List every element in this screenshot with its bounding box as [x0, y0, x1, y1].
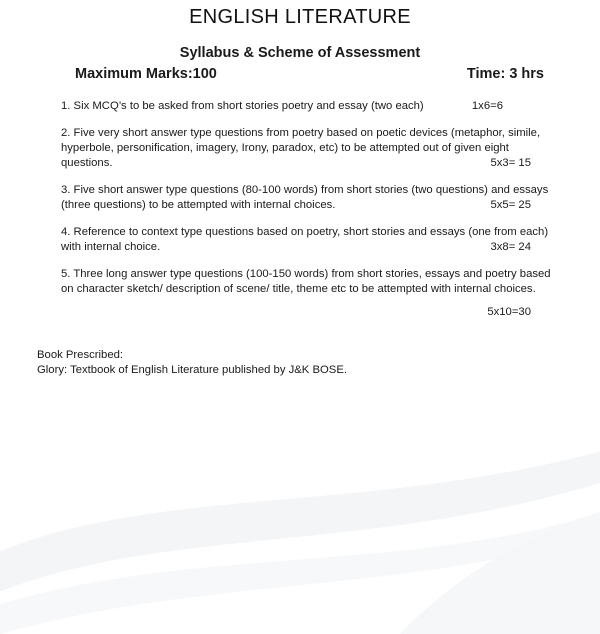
item-text: 4. Reference to context type questions based on poetry, short stories and essays (one from each) with internal choice.	[61, 226, 549, 253]
list-item	[61, 267, 561, 320]
list-item	[61, 183, 561, 213]
item-score: 5x10=30	[487, 306, 531, 318]
list-item	[61, 126, 561, 171]
list-item	[61, 225, 561, 255]
book-label: Book Prescribed:	[37, 349, 124, 361]
page-title: ENGLISH LITERATURE	[189, 6, 411, 28]
item-text: 3. Five short answer type questions (80-100 words) from short stories (two questions) and essays (three questions) to be attempted with internal choices.	[61, 184, 549, 211]
book-prescribed	[37, 348, 347, 378]
list-item	[61, 99, 561, 114]
item-text: 5. Three long answer type questions (100-150 words) from short stories, essays and poetry based on character sketch/ description of scene/ title, theme etc to be attempted with internal choices.	[61, 268, 551, 295]
maximum-marks: Maximum Marks:100	[75, 66, 217, 82]
page-subtitle: Syllabus & Scheme of Assessment	[179, 45, 421, 61]
book-title: Glory: Textbook of English Literature published by J&K BOSE.	[37, 364, 347, 376]
item-score: 1x6=6	[471, 100, 503, 112]
assessment-list	[61, 99, 561, 332]
time-allowed: Time: 3 hrs	[466, 66, 544, 82]
item-score: 5x3= 15	[490, 157, 531, 169]
item-text: 2. Five very short answer type questions from poetry based on poetic devices (metaphor, simile, hyperbole, personification, imagery, Irony, paradox, etc) to be attempted out of given eight questions.	[61, 127, 541, 169]
item-score: 5x5= 25	[490, 199, 531, 211]
item-score: 3x8= 24	[490, 241, 531, 253]
item-text: 1. Six MCQ’s to be asked from short stories poetry and essay (two each)	[61, 100, 424, 112]
